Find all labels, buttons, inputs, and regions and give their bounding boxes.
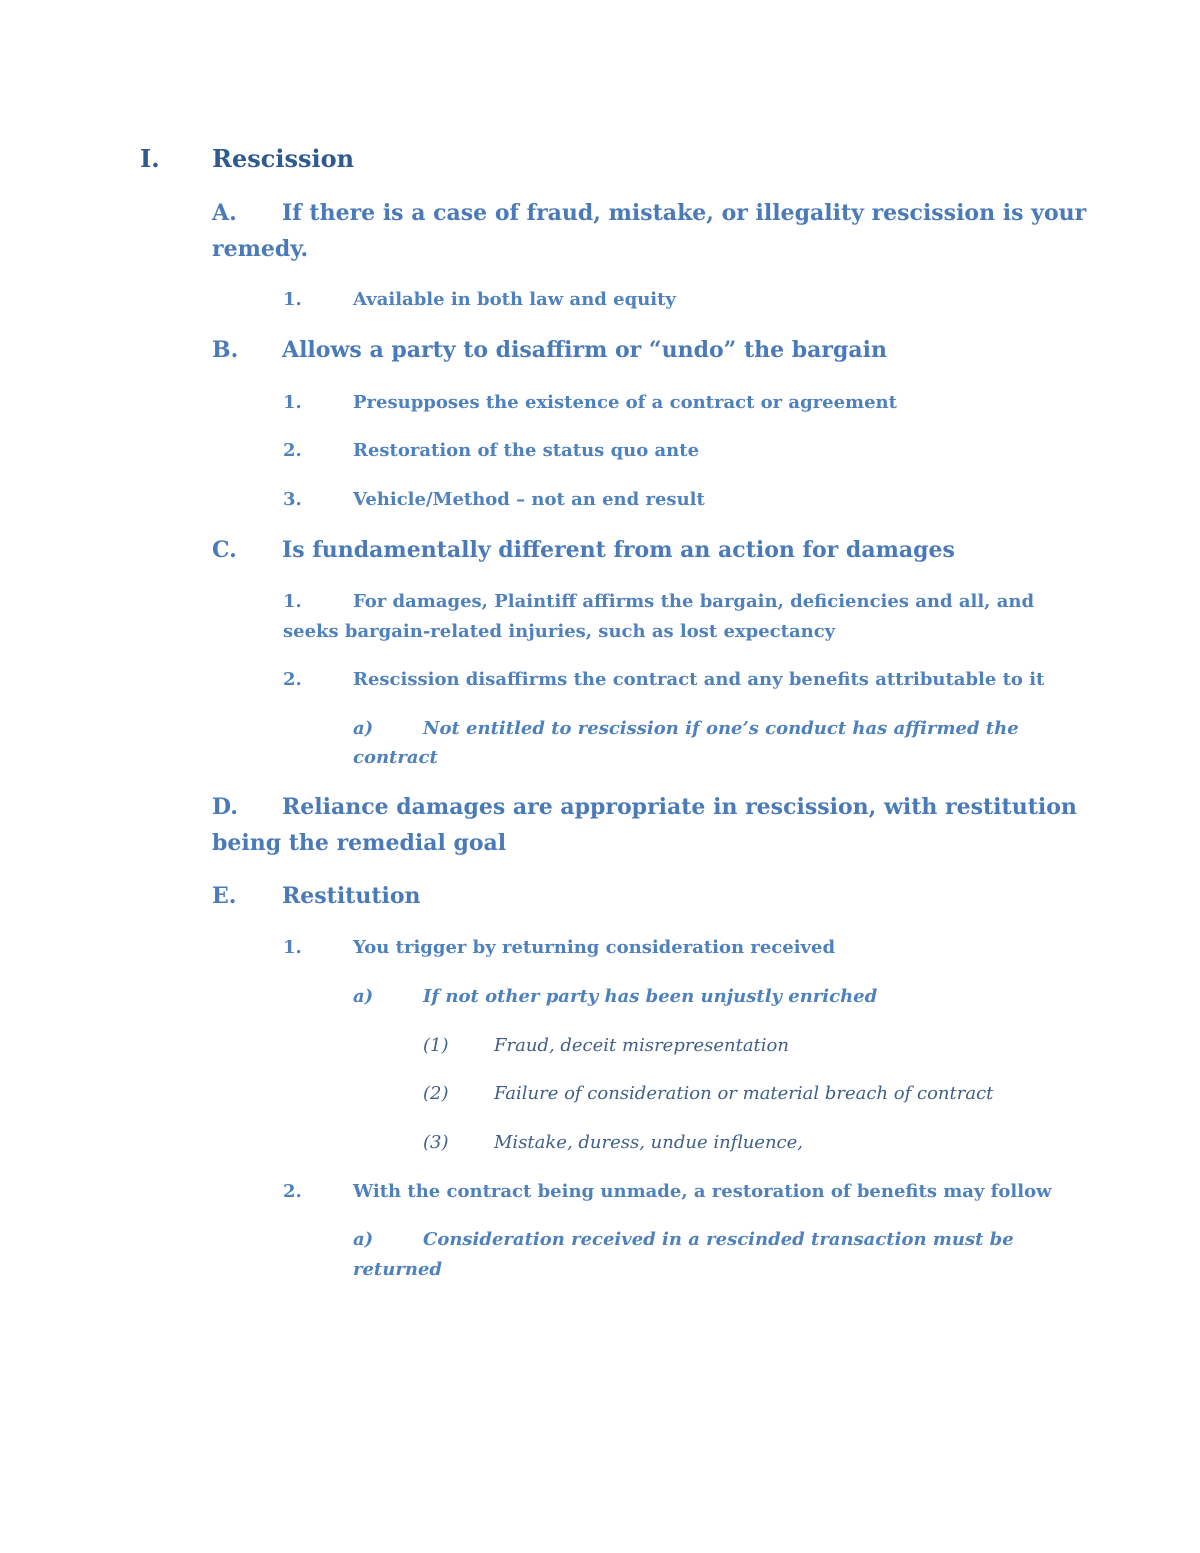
outline-text: Vehicle/Method – not an end result (353, 489, 705, 510)
outline-text: Consideration received in a rescinded transaction must be (423, 1229, 1014, 1250)
outline-text: Available in both law and equity (353, 289, 676, 310)
outline-marker: 2. (283, 669, 302, 690)
outline-marker: D. (212, 794, 238, 820)
outline-marker: a) (353, 1229, 374, 1250)
outline-text: Restitution (282, 883, 421, 909)
outline-marker: 3. (283, 489, 302, 510)
outline-text: Fraud, deceit misrepresentation (494, 1035, 789, 1056)
outline-item-b2 (283, 440, 1083, 464)
outline-text: For damages, Plaintiff affirms the bargain, deficiencies and all, and (353, 591, 1035, 612)
outline-text: Is fundamentally different from an action for damages (282, 537, 955, 563)
outline-item-e1 (283, 937, 1083, 961)
outline-text: returned (353, 1259, 442, 1280)
outline-item-e1a1 (423, 1035, 1103, 1059)
outline-text: being the remedial goal (212, 830, 507, 856)
outline-text: With the contract being unmade, a restoration of benefits may follow (353, 1181, 1052, 1202)
outline-item-c2a (353, 718, 1093, 742)
outline-text: If not other party has been unjustly enriched (423, 986, 878, 1007)
outline-marker: A. (212, 200, 237, 226)
outline-marker: (2) (423, 1083, 449, 1104)
outline-text: remedy. (212, 236, 309, 262)
outline-item-e2 (283, 1181, 1083, 1205)
outline-marker: 1. (283, 591, 302, 612)
outline-text: Rescission disaffirms the contract and any benefits attributable to it (353, 669, 1045, 690)
outline-item-e1a3 (423, 1132, 1103, 1156)
outline-item-a (212, 200, 1092, 230)
outline-item-e2a (353, 1229, 1093, 1253)
outline-text: Allows a party to disaffirm or “undo” the bargain (282, 337, 887, 363)
outline-marker: a) (353, 718, 374, 739)
outline-marker: 2. (283, 1181, 302, 1202)
outline-item-c2 (283, 669, 1083, 693)
outline-item-d (212, 794, 1092, 824)
outline-heading: Rescission (212, 144, 355, 173)
outline-text: If there is a case of fraud, mistake, or illegality rescission is your (282, 200, 1087, 226)
outline-item-e1a2 (423, 1083, 1103, 1107)
outline-marker: a) (353, 986, 374, 1007)
outline-item-i (140, 144, 1040, 174)
outline-marker: 2. (283, 440, 302, 461)
outline-marker: 1. (283, 289, 302, 310)
outline-text: Mistake, duress, undue influence, (494, 1132, 804, 1153)
outline-text: You trigger by returning consideration received (353, 937, 836, 958)
outline-marker: 1. (283, 937, 302, 958)
outline-item-d-continuation (212, 830, 1092, 860)
outline-text: seeks bargain-related injuries, such as lost expectancy (283, 621, 836, 642)
outline-item-c1 (283, 591, 1083, 615)
outline-text: Reliance damages are appropriate in rescission, with restitution (282, 794, 1077, 820)
outline-marker: E. (212, 883, 237, 909)
outline-item-a1 (283, 289, 1083, 313)
outline-item-c1-continuation (283, 621, 1083, 645)
outline-item-e (212, 883, 1092, 913)
outline-item-c2a-continuation (353, 747, 1093, 771)
outline-marker: I. (140, 144, 160, 173)
outline-item-e2a-continuation (353, 1259, 1093, 1283)
outline-text: Restoration of the status quo ante (353, 440, 700, 461)
outline-item-b1 (283, 392, 1083, 416)
outline-item-b (212, 337, 1092, 367)
outline-item-c (212, 537, 1092, 567)
outline-item-e1a (353, 986, 1093, 1010)
outline-item-b3 (283, 489, 1083, 513)
outline-marker: 1. (283, 392, 302, 413)
outline-item-a-continuation (212, 236, 1092, 266)
outline-text: Failure of consideration or material breach of contract (494, 1083, 994, 1104)
outline-marker: C. (212, 537, 237, 563)
outline-marker: (1) (423, 1035, 449, 1056)
outline-text: Not entitled to rescission if one’s conduct has affirmed the (423, 718, 1019, 739)
outline-marker: B. (212, 337, 239, 363)
outline-text: contract (353, 747, 438, 768)
outline-text: Presupposes the existence of a contract or agreement (353, 392, 897, 413)
outline-marker: (3) (423, 1132, 449, 1153)
